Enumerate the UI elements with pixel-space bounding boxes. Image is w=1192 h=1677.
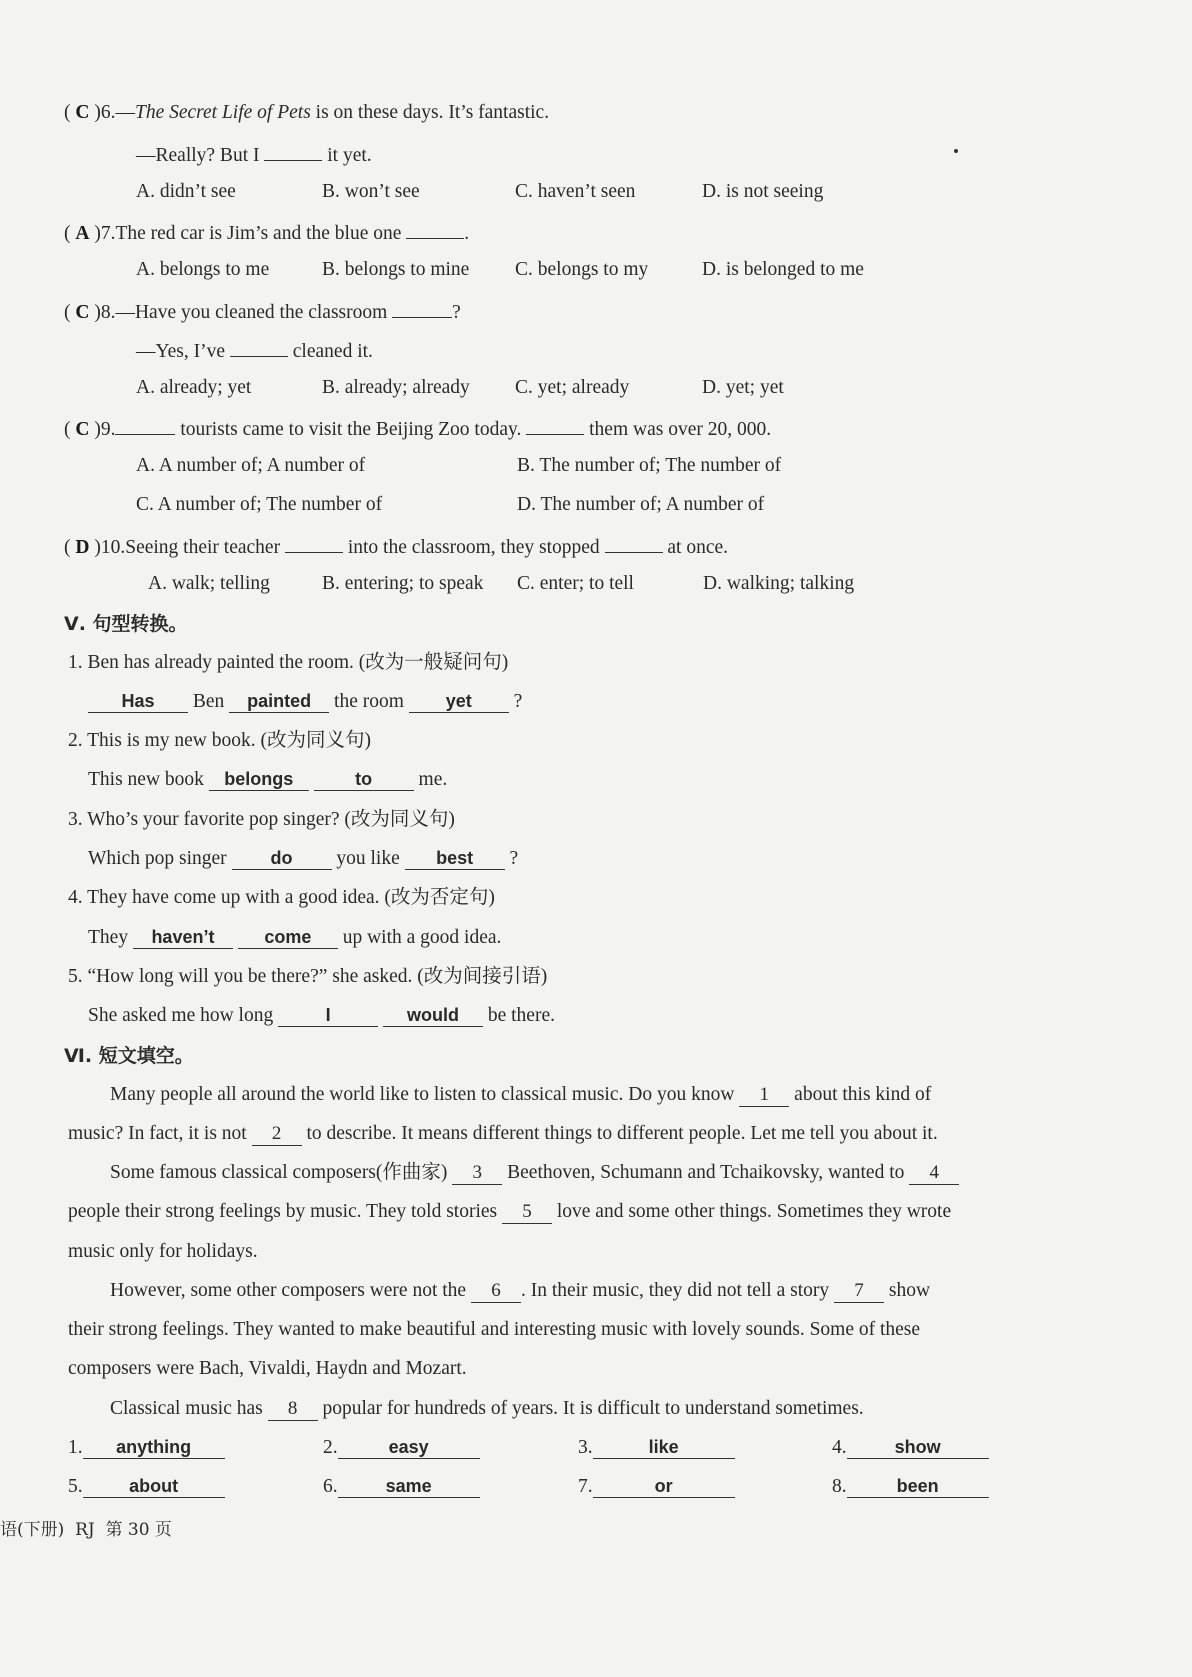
blank[interactable]	[605, 532, 663, 553]
mc-7-option-c[interactable]: C. belongs to my	[515, 259, 649, 280]
mc-10-option-a[interactable]: A. walk; telling	[148, 573, 270, 594]
mc-question-8-line2: —Yes, I’ve cleaned it.	[136, 336, 373, 365]
passage-answer-3: 3. like	[578, 1435, 735, 1461]
s5-prompt-4: 4. They have come up with a good idea. (改为否定句)	[68, 887, 495, 908]
mc-6-option-a[interactable]: A. didn’t see	[136, 181, 236, 202]
mc-9-option-d[interactable]: D. The number of; A number of	[517, 494, 765, 515]
s5-answer-line-1: Has Ben painted the room yet ?	[88, 689, 522, 715]
answer-blank[interactable]: same	[338, 1475, 480, 1498]
s5-prompt-2: 2. This is my new book. (改为同义句)	[68, 730, 371, 751]
passage-line: Many people all around the world like to listen to classical music. Do you know 1 about this kind of	[110, 1084, 932, 1105]
mc-6-option-b[interactable]: B. won’t see	[322, 181, 420, 202]
mc-8-option-b[interactable]: B. already; already	[322, 377, 470, 398]
passage-line: composers were Bach, Vivaldi, Haydn and Mozart.	[68, 1358, 467, 1379]
passage-line: music? In fact, it is not 2 to describe. It means different things to different people. Let me tell you about it.	[68, 1123, 938, 1144]
s5-prompt-3: 3. Who’s your favorite pop singer? (改为同义句)	[68, 809, 455, 830]
answer-blank[interactable]: anything	[83, 1436, 225, 1459]
passage-line: music only for holidays.	[68, 1241, 258, 1262]
passage-line: Some famous classical composers(作曲家) 3 Beethoven, Schumann and Tchaikovsky, wanted to 4	[110, 1160, 959, 1186]
s5-answer-line-3: Which pop singer do you like best ?	[88, 848, 519, 869]
passage-line: their strong feelings. They wanted to make beautiful and interesting music with lovely sounds. Some of these	[68, 1319, 921, 1340]
passage-blank-5[interactable]: 5	[502, 1201, 552, 1224]
answer-blank[interactable]: best	[405, 847, 505, 870]
passage-answer-4: 4. show	[832, 1435, 989, 1461]
passage-blank-1[interactable]: 1	[739, 1084, 789, 1107]
mc-10-option-c[interactable]: C. enter; to tell	[517, 573, 634, 594]
answer-blank[interactable]: easy	[338, 1436, 480, 1459]
mc-question-10: ( D )10.Seeing their teacher into the classroom, they stopped at once.	[64, 532, 728, 561]
section-5-title: Ⅴ. 句型转换。	[64, 613, 188, 635]
passage-blank-7[interactable]: 7	[834, 1280, 884, 1303]
s5-prompt-1: 1. Ben has already painted the room. (改为一般疑问句)	[68, 652, 509, 673]
mc-question-7: ( A )7.The red car is Jim’s and the blue one .	[64, 218, 469, 247]
blank[interactable]	[115, 414, 175, 435]
passage-line: Classical music has 8 popular for hundreds of years. It is difficult to understand sometimes.	[110, 1398, 864, 1419]
mc-6-option-d[interactable]: D. is not seeing	[702, 181, 824, 202]
answer-blank[interactable]: like	[593, 1436, 735, 1459]
page-footer: 语(下册) RJ 第 30 页	[0, 1520, 172, 1540]
s5-prompt-5: 5. “How long will you be there?” she asked. (改为间接引语)	[68, 966, 548, 987]
answer-blank[interactable]: haven’t	[133, 926, 233, 949]
answer-blank[interactable]: I	[278, 1004, 378, 1027]
answer-blank[interactable]: would	[383, 1004, 483, 1027]
answer-blank[interactable]: yet	[409, 690, 509, 713]
answer-blank[interactable]: show	[847, 1436, 989, 1459]
answer-blank[interactable]: to	[314, 768, 414, 791]
mc-9-option-b[interactable]: B. The number of; The number of	[517, 455, 782, 476]
passage-answer-6: 6. same	[323, 1474, 480, 1500]
passage-answer-8: 8. been	[832, 1474, 989, 1500]
mc-8-option-d[interactable]: D. yet; yet	[702, 377, 784, 398]
answer-blank[interactable]: or	[593, 1475, 735, 1498]
mc-answer-6: C	[75, 102, 90, 123]
passage-line: However, some other composers were not the 6 . In their music, they did not tell a story 7 show	[110, 1280, 931, 1301]
passage-answer-1: 1. anything	[68, 1435, 225, 1461]
blank[interactable]	[285, 532, 343, 553]
mc-question-9: ( C )9. tourists came to visit the Beijing Zoo today. them was over 20, 000.	[64, 414, 771, 443]
passage-line: people their strong feelings by music. They told stories 5 love and some other things. Sometimes they wrote	[68, 1201, 952, 1222]
mc-9-option-c[interactable]: C. A number of; The number of	[136, 494, 383, 515]
blank[interactable]	[406, 218, 464, 239]
mc-7-option-a[interactable]: A. belongs to me	[136, 259, 270, 280]
blank[interactable]	[392, 297, 452, 318]
mc-10-option-b[interactable]: B. entering; to speak	[322, 573, 484, 594]
passage-blank-2[interactable]: 2	[252, 1123, 302, 1146]
mc-8-option-c[interactable]: C. yet; already	[515, 377, 630, 398]
movie-title: The Secret Life of Pets	[134, 102, 311, 123]
blank[interactable]	[526, 414, 584, 435]
mc-answer-8: C	[75, 302, 90, 323]
mc-question-6-line2: —Really? But I it yet.	[136, 140, 372, 169]
passage-answer-5: 5. about	[68, 1474, 225, 1500]
s5-answer-line-5: She asked me how long I would be there.	[88, 1005, 555, 1026]
answer-blank[interactable]: been	[847, 1475, 989, 1498]
passage-blank-8[interactable]: 8	[268, 1398, 318, 1421]
mc-8-option-a[interactable]: A. already; yet	[136, 377, 252, 398]
section-6-title: Ⅵ. 短文填空。	[64, 1045, 194, 1067]
mc-question-8: ( C )8.—Have you cleaned the classroom ?	[64, 297, 461, 326]
passage-blank-4[interactable]: 4	[909, 1162, 959, 1185]
passage-blank-6[interactable]: 6	[471, 1280, 521, 1303]
blank[interactable]	[230, 336, 288, 357]
passage-answer-7: 7. or	[578, 1474, 735, 1500]
passage-answer-2: 2. easy	[323, 1435, 480, 1461]
answer-blank[interactable]: do	[232, 847, 332, 870]
mc-6-option-c[interactable]: C. haven’t seen	[515, 181, 636, 202]
answer-blank[interactable]: Has	[88, 690, 188, 713]
answer-blank[interactable]: belongs	[209, 768, 309, 791]
answer-blank[interactable]: painted	[229, 690, 329, 713]
mc-answer-10: D	[75, 537, 90, 558]
mc-question-6: ( C )6.—The Secret Life of Pets is on these days. It’s fantastic.	[64, 102, 550, 123]
answer-blank[interactable]: come	[238, 926, 338, 949]
mc-answer-7: A	[75, 223, 90, 244]
blank[interactable]	[264, 140, 322, 161]
passage-blank-3[interactable]: 3	[452, 1162, 502, 1185]
mc-9-option-a[interactable]: A. A number of; A number of	[136, 455, 366, 476]
s5-answer-line-2: This new book belongs to me.	[88, 769, 448, 790]
mc-7-option-b[interactable]: B. belongs to mine	[322, 259, 470, 280]
s5-answer-line-4: They haven’t come up with a good idea.	[88, 927, 502, 948]
answer-blank[interactable]: about	[83, 1475, 225, 1498]
stray-dot	[954, 149, 958, 153]
mc-answer-9: C	[75, 419, 90, 440]
mc-10-option-d[interactable]: D. walking; talking	[703, 573, 855, 594]
mc-7-option-d[interactable]: D. is belonged to me	[702, 259, 864, 280]
